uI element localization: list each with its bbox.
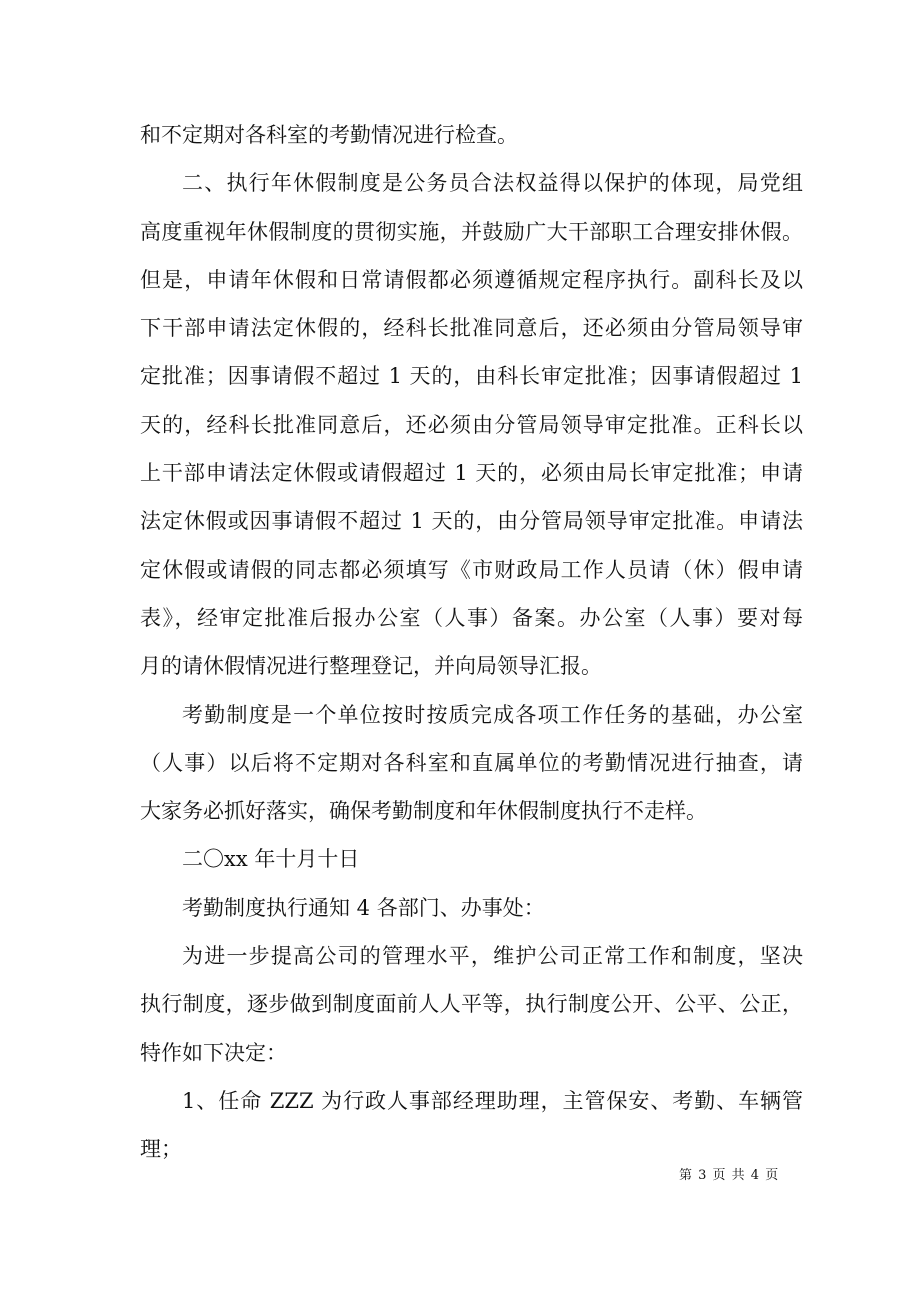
paragraph [140, 111, 803, 159]
text-line: 执行制度，逐步做到制度面前人人平等，执行制度公开、公平、公正， [140, 992, 803, 1017]
paragraph [140, 835, 803, 883]
text-line: 为进一步提高公司的管理水平，维护公司正常工作和制度，坚决 [182, 944, 803, 969]
text-line: 表》，经审定批准后报办公室（人事）备案。办公室（人事）要对每 [140, 605, 803, 630]
text-line: 定批准；因事请假不超过 1 天的，由科长审定批准；因事请假超过 1 [140, 364, 803, 389]
paragraph [140, 159, 803, 690]
text-line: 理； [140, 1137, 182, 1162]
text-line: 1、任命 ZZZ 为行政人事部经理助理，主管保安、考勤、车辆管 [182, 1088, 803, 1113]
text-line: 和不定期对各科室的考勤情况进行检查。 [140, 123, 518, 147]
text-line: （人事）以后将不定期对各科室和直属单位的考勤情况进行抽查，请 [140, 750, 803, 775]
text-line: 特作如下决定： [140, 1040, 287, 1065]
text-line: 上干部申请法定休假或请假超过 1 天的，必须由局长审定批准；申请 [140, 461, 803, 486]
text-line: 大家务必抓好落实，确保考勤制度和年休假制度执行不走样。 [140, 799, 707, 824]
page-footer: 第 3 页 共 4 页 [679, 1168, 780, 1183]
text-line: 但是，申请年休假和日常请假都必须遵循规定程序执行。副科长及以 [140, 267, 803, 292]
text-line: 定休假或请假的同志都必须填写《市财政局工作人员请（休）假申请 [140, 557, 803, 582]
paragraph [140, 884, 803, 932]
text-line: 法定休假或因事请假不超过 1 天的，由分管局领导审定批准。申请法 [140, 509, 803, 534]
paragraph [140, 1077, 803, 1174]
paragraph [140, 932, 803, 1077]
paragraph [140, 691, 803, 836]
text-line: 高度重视年休假制度的贯彻实施，并鼓励广大干部职工合理安排休假。 [140, 219, 803, 244]
text-line: 下干部申请法定休假的，经科长批准同意后，还必须由分管局领导审 [140, 316, 803, 341]
text-line: 月的请休假情况进行整理登记，并向局领导汇报。 [140, 654, 602, 679]
text-line: 考勤制度是一个单位按时按质完成各项工作任务的基础，办公室 [182, 702, 803, 727]
text-line: 天的，经科长批准同意后，还必须由分管局领导审定批准。正科长以 [140, 412, 803, 437]
text-line: 二〇xx 年十月十日 [182, 847, 360, 872]
text-line: 考勤制度执行通知 4 各部门、办事处： [182, 895, 545, 920]
document-body [140, 111, 803, 1174]
text-line: 二、执行年休假制度是公务员合法权益得以保护的体现，局党组 [182, 171, 803, 196]
